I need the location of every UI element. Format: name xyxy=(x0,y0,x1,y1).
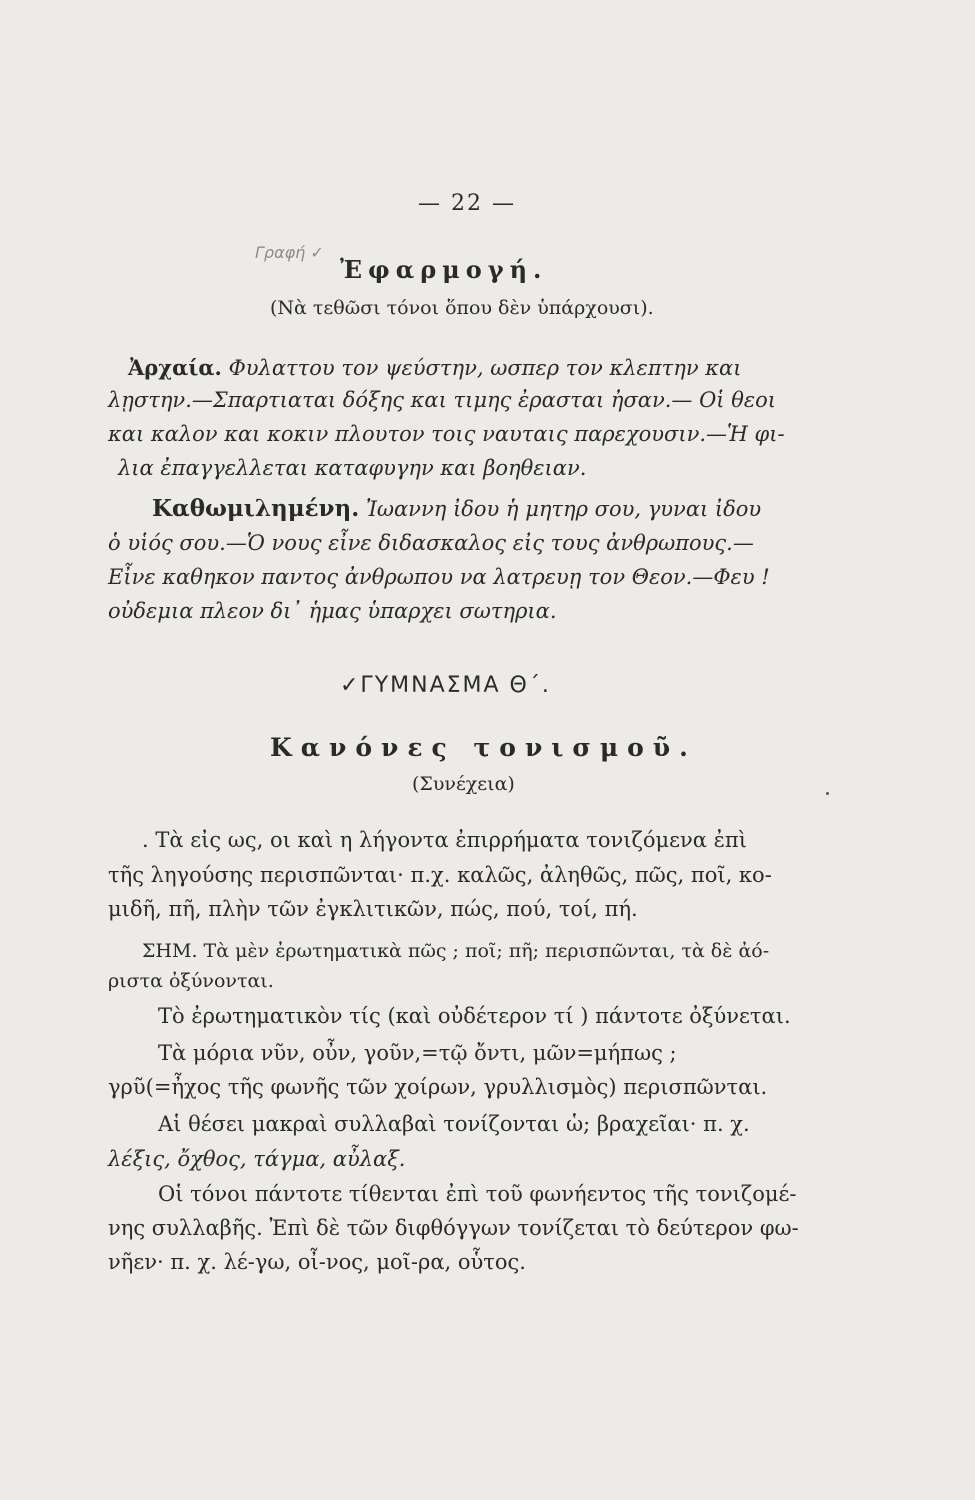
kathomilimeni-line-4: οὐδεμια πλεον δι᾽ ἡμας ὑπαρχει σωτηρια. xyxy=(108,599,557,623)
archaia-line-2: λῃστην.—Σπαρτιαται δόξης και τιμης ἐρασται ἠσαν.— Οἱ θεοι xyxy=(108,388,777,412)
archaia-line-4: λια ἐπαγγελλεται καταφυγην και βοηθειαν. xyxy=(118,456,587,480)
rules-title: Κανόνες τονισμοῦ. xyxy=(270,733,697,762)
continuation-note: (Συνέχεια) xyxy=(412,773,515,795)
exercise-heading: Ἐφαρμογή. xyxy=(340,255,548,284)
exercise-instruction: (Νὰ τεθῶσι τόνοι ὅπου δὲν ὑπάρχουσι). xyxy=(270,297,654,319)
body-line-7: Τὰ μόρια νῦν, οὖν, γοῦν,=τῷ ὄντι, μῶν=μήπως ; xyxy=(158,1041,677,1065)
handwritten-note: Γραφή ✓ xyxy=(255,243,324,262)
archaia-line-3: και καλον και κοκιν πλουτον τοις ναυταις παρεχουσιν.—Ἡ φι- xyxy=(108,422,785,446)
archaia-line-1: Ἀρχαία. Φυλαττου τον ψεύστην, ωσπερ τον κλεπτην και xyxy=(128,355,742,380)
body-line-1: . Τὰ εἰς ως, οι καὶ η λήγοντα ἐπιρρήματα τονιζόμενα ἐπὶ xyxy=(142,828,747,852)
kathomilimeni-label: Καθωμιλημένη. xyxy=(152,495,360,522)
body-line-12: νης συλλαβῆς. Ἐπὶ δὲ τῶν διφθόγγων τονίζεται τὸ δεύτερον φω- xyxy=(108,1216,799,1240)
body-note-line-2: ριστα ὀξύνονται. xyxy=(108,970,274,992)
kathomilimeni-line-3: Εἶνε καθηκον παντος ἀνθρωπου να λατρευῃ τον Θεον.—Φευ ! xyxy=(108,565,770,589)
gymnasma-heading: ✓ΓΥΜΝΑΣΜΑ Θ΄. xyxy=(340,673,551,698)
body-line-11: Οἱ τόνοι πάντοτε τίθενται ἐπὶ τοῦ φωνήεντος τῆς τονιζομέ- xyxy=(158,1182,797,1206)
body-line-9: Αἱ θέσει μακραὶ συλλαβαὶ τονίζονται ὡ; βραχεῖαι· π. χ. xyxy=(158,1112,750,1136)
body-note-line-1: ΣΗΜ. Τὰ μὲν ἐρωτηματικὰ πῶς ; ποῖ; πῆ; περισπῶνται, τὰ δὲ ἀό- xyxy=(142,940,770,962)
kathomilimeni-line-2: ὁ υἱός σου.—Ὁ νους εἶνε διδασκαλος εἰς τους ἀνθρωπους.— xyxy=(108,531,754,555)
page-number: — 22 — xyxy=(418,191,516,216)
ink-dot xyxy=(826,792,829,795)
body-line-3: μιδῆ, πῆ, πλὴν τῶν ἐγκλιτικῶν, πώς, πού, τοί, πή. xyxy=(108,897,638,921)
body-line-8: γρῦ(=ἦχος τῆς φωνῆς τῶν χοίρων, γρυλλισμὸς) περισπῶνται. xyxy=(108,1075,768,1099)
kathomilimeni-line-1: Καθωμιλημένη. Ἰωαννη ἰδου ἡ μητηρ σου, γυναι ἰδου xyxy=(152,495,762,522)
body-line-6: Τὸ ἐρωτηματικὸν τίς (καὶ οὐδέτερον τί ) πάντοτε ὀξύνεται. xyxy=(158,1004,791,1028)
body-line-2: τῆς ληγούσης περισπῶνται· π.χ. καλῶς, ἀληθῶς, πῶς, ποῖ, κο- xyxy=(108,863,772,887)
archaia-label: Ἀρχαία. xyxy=(128,355,222,380)
body-line-13: νῆεν· π. χ. λέ-γω, οἶ-νος, μοῖ-ρα, οὗτος. xyxy=(108,1250,526,1274)
body-line-10: λέξις, ὄχθος, τάγμα, αὖλαξ. xyxy=(108,1147,406,1171)
